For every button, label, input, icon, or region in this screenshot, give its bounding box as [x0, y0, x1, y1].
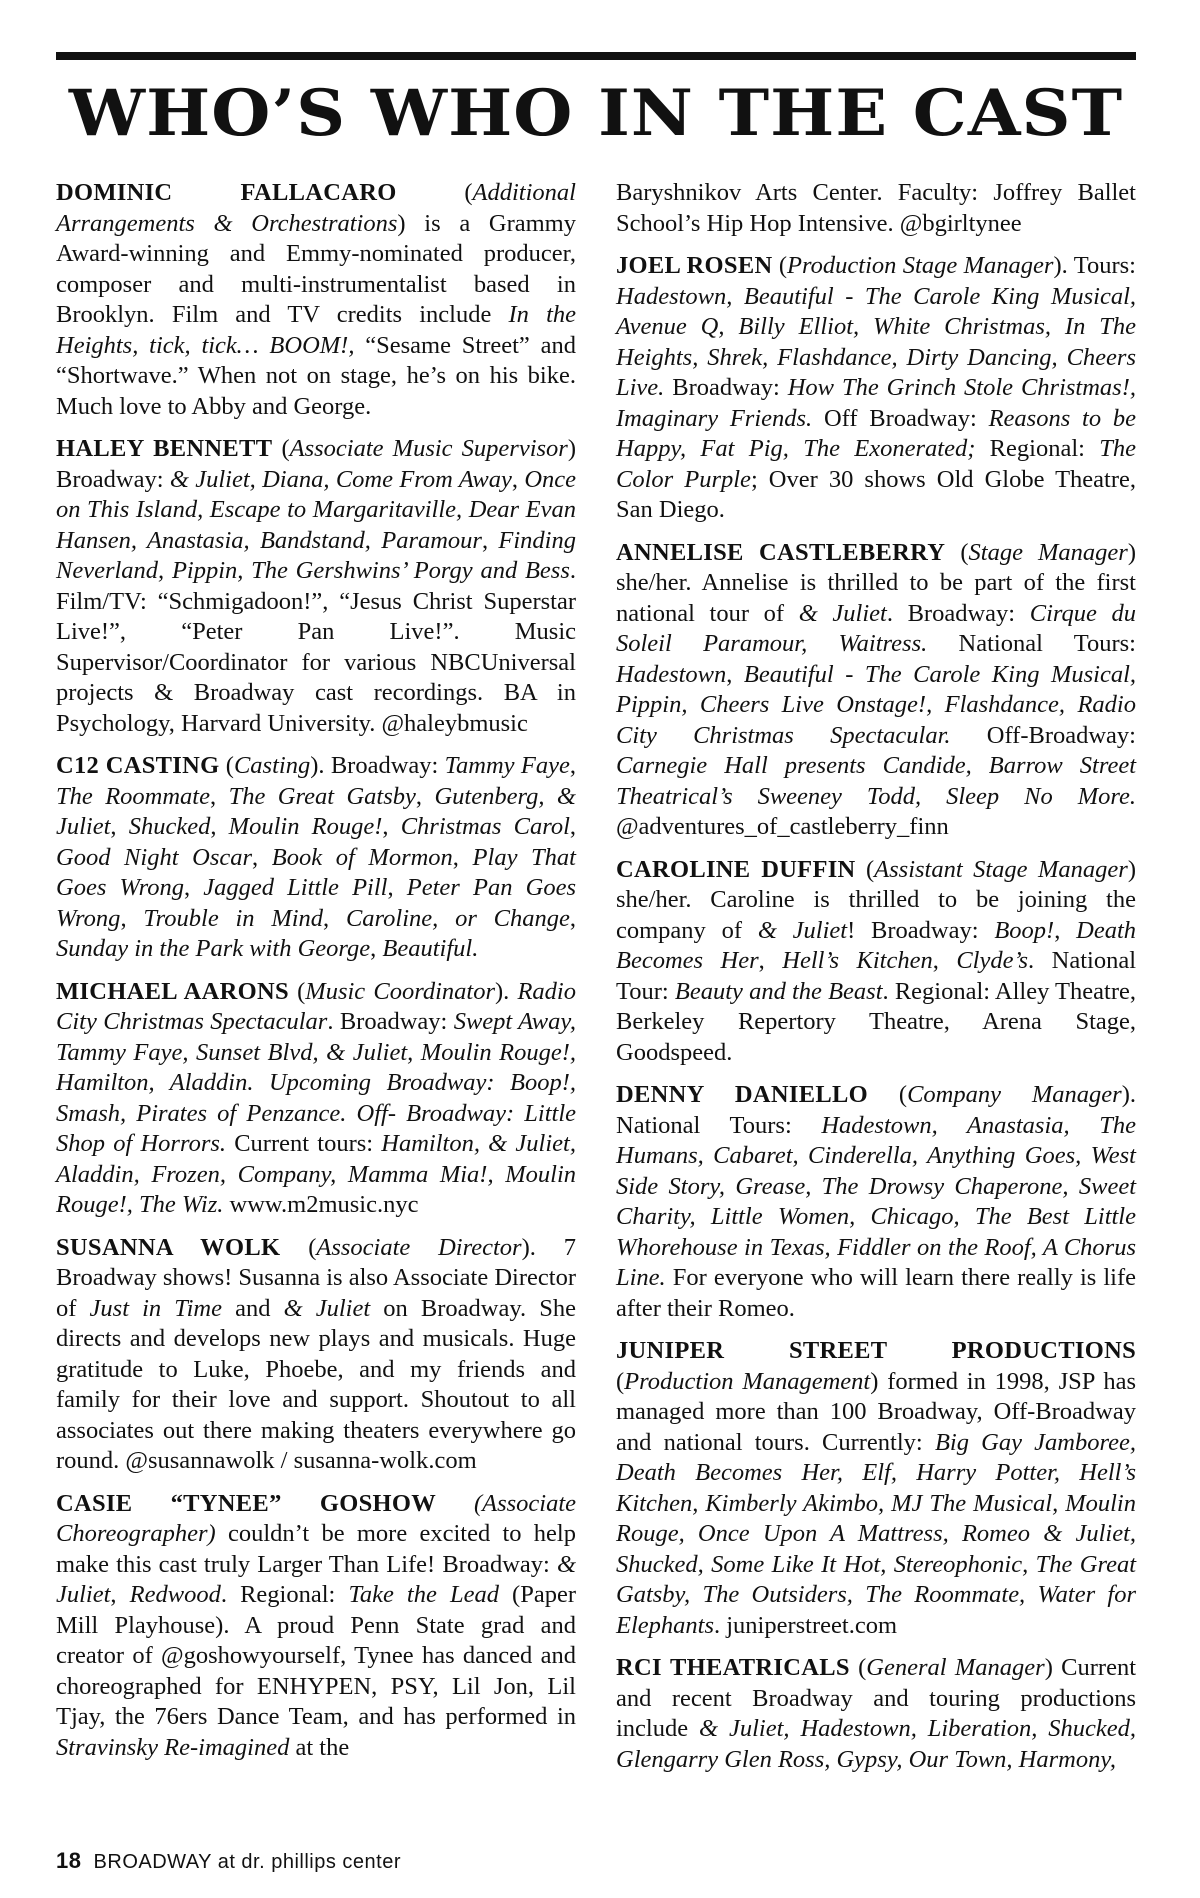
bio-text-run: ! Broadway: [847, 916, 995, 944]
bio-text-run: , [387, 874, 407, 901]
bio-text-run: ). National Tours: [616, 1081, 1136, 1139]
bio-text-run: . Film/TV: “Schmigadoon!”, “Jesus Christ Superstar Live!”, “Peter Pan Live!”. Music Supervisor/Coordinator for various NBCUniversal projects & Broadway cast recordings. BA in Psychology, Harvard University. @haleybmusic [56, 557, 576, 737]
bio-text-run: Production Management [624, 1367, 871, 1395]
bio-name: CASIE “TYNEE” GOSHOW [56, 1489, 437, 1517]
bio-name: DENNY DANIELLO [616, 1081, 868, 1108]
bio-name: MICHAEL AARONS [56, 977, 289, 1005]
bio-text-run: Christmas Carol [400, 813, 570, 840]
bio-text-run: Redwood [129, 1581, 221, 1608]
bio-text-run: Reasons to be Happy, Fat Pig, The Exonerated; [616, 404, 1136, 462]
bio-text-run: Production Stage Manager [787, 252, 1054, 279]
bio-text-run: ) Broadway: [56, 435, 576, 493]
bio-text-run: Swept Away, Tammy Faye, Sunset Blvd, & Juliet, Moulin Rouge!, Hamilton, Aladdin. Upcoming Broadway: Boop!, Smash, Pirates of Penzance. Off- Broadway: Little Shop of Horrors. [56, 1008, 577, 1157]
bio-text-run: Tammy Faye [444, 752, 570, 779]
bio-entry [56, 751, 576, 965]
bio-text-run: Good Night Oscar [56, 843, 253, 871]
bio-text-run: Off Broadway: [812, 404, 989, 432]
bio-text-run: Assistant Stage Manager [874, 855, 1128, 883]
bio-text-run: ). Broadway: [310, 752, 445, 779]
bio-text-run: ( [219, 752, 234, 779]
bio-text-run: & Juliet [757, 916, 848, 944]
bio-text-run: Baryshnikov Arts Center. Faculty: Joffrey Ballet School’s Hip Hop Intensive. @bgirltynee [616, 179, 1136, 237]
bio-text-run: Music Coordinator [305, 977, 495, 1005]
bio-text-run: Just in Time [89, 1294, 222, 1322]
bio-entry [616, 855, 1136, 1069]
bio-text-run: ( [616, 1367, 625, 1395]
bio-text-run: (Associate Choreographer) [56, 1489, 576, 1547]
bio-entry [56, 1489, 576, 1764]
bio-text-run: The Color Purple [616, 435, 1136, 493]
bio-entry [56, 178, 576, 422]
bio-text-run: ). Tours: [1053, 252, 1136, 279]
bio-text-run: Company Manager [907, 1081, 1122, 1108]
bio-text-run: The Roommate [56, 782, 210, 810]
bio-entry [56, 1233, 576, 1477]
bio-text-run: Book of Mormon [271, 843, 453, 871]
bio-text-run: Carnegie Hall presents Candide, Barrow Street Theatrical’s Sweeney Todd, Sleep No More. [616, 752, 1136, 810]
bio-text-run: Cirque du Soleil Paramour, Waitress. [616, 599, 1137, 657]
bio-text-run: ( [272, 435, 290, 462]
bio-text-run: Clyde’s [956, 947, 1029, 974]
bio-text-run: , [481, 526, 499, 554]
bio-text-run: @adventures_of_castleberry_finn [616, 813, 949, 840]
bio-text-run: Caroline, or Change [345, 904, 570, 932]
bio-text-run: , [210, 782, 229, 810]
bio-text-run: ) Current and recent Broadway and touring productions include [616, 1654, 1137, 1742]
bio-text-run: ( [288, 977, 306, 1005]
bio-text-run: , [382, 813, 401, 840]
bio-text-run: ) is a Grammy Award-winning and Emmy-nominated producer, composer and multi-instrumentalist based in Brooklyn. Film and TV credits include [56, 209, 576, 328]
bio-text-run: ) she/her. Annelise is thrilled to be part of the first national tour of [616, 538, 1137, 627]
bio-name: CAROLINE DUFFIN [616, 855, 856, 883]
bio-entry [616, 1080, 1136, 1324]
bio-text-run: Off-Broadway: [950, 721, 1136, 749]
bio-text-run: & Juliet [798, 599, 887, 627]
bio-text-run: Moulin Rouge! [228, 813, 383, 840]
bio-text-run: , [120, 904, 144, 932]
page-title: WHO’S WHO IN THE CAST [68, 76, 1124, 151]
bio-text-run: Beauty and the Beast [674, 977, 883, 1005]
bio-text-run: Additional Arrangements & Orchestrations [56, 179, 576, 237]
publication-name: BROADWAY at dr. phillips center [93, 1851, 402, 1873]
bio-text-run: Finding Neverland, Pippin, The Gershwins’ Porgy and Bess [56, 526, 576, 584]
bio-name: ANNELISE CASTLEBERRY [616, 538, 946, 566]
bio-name: JUNIPER STREET PRODUCTIONS [616, 1337, 1136, 1364]
bio-text-run: & Juliet [283, 1294, 371, 1322]
bio-text-run: , [932, 947, 957, 974]
page-number: 18 [56, 1848, 82, 1873]
bio-text-run: In the Heights, tick, tick… BOOM!, [56, 301, 576, 359]
bio-entry [616, 538, 1136, 843]
left-column [56, 178, 576, 1775]
bio-text-run: & Juliet, Diana, Come From Away [169, 465, 512, 493]
top-rule [56, 52, 1136, 60]
bio-text-run: , [183, 874, 204, 901]
bio-text-run: ( [945, 538, 969, 566]
bio-text-run: & Juliet, Hadestown, Liberation, Shucked, Glengarry Glen Ross, Gypsy, Our Town, Harmony, [616, 1715, 1136, 1773]
bio-text-run: , [511, 465, 525, 493]
bio-text-run: Current tours: [226, 1130, 382, 1157]
bio-entry [56, 977, 576, 1221]
bio-text-run: Hadestown, Beautiful - The Carole King Musical, Avenue Q, Billy Elliot, White Christmas, In The Heights, Shrek, Flashdance, Dirty Dancing, Cheers Live. [616, 282, 1136, 401]
bio-text-run: , [452, 843, 473, 871]
bio-text-run: General Manager [866, 1654, 1045, 1681]
bio-text-run: & Juliet [56, 1550, 576, 1608]
bio-entry [56, 434, 576, 739]
bio-name: C12 CASTING [56, 752, 220, 779]
bio-text-run: Gutenberg, & Juliet [56, 782, 576, 840]
bio-text-run: Shucked [128, 813, 211, 840]
bio-text-run: , [370, 935, 383, 962]
bio-name: RCI THEATRICALS [616, 1654, 850, 1681]
bio-text-run: , [415, 782, 435, 810]
bio-text-run: . Broadway: [886, 599, 1030, 627]
bio-text-run: Stravinsky Re-imagined [56, 1733, 290, 1761]
bio-text-run: , [323, 904, 346, 932]
bio-text-run: , [726, 660, 744, 688]
bio-text-run: ). 7 Broadway shows! Susanna is also Associate Director of [56, 1233, 576, 1322]
bio-text-run: . Broadway: [327, 1008, 454, 1035]
bio-text-run: www.m2music.nyc [223, 1191, 419, 1218]
bio-text-run: ) formed in 1998, JSP has managed more than 100 Broadway, Off-Broadway and national tours. Currently: [616, 1367, 1136, 1456]
bio-text-run: Regional: [975, 435, 1100, 462]
bio-text-run: , [569, 904, 577, 932]
bio-text-run: Broadway: [664, 374, 788, 401]
bio-text-run: Stage Manager [968, 538, 1128, 566]
bio-entry [616, 1653, 1136, 1775]
bio-entry [616, 251, 1136, 526]
bio-text-run: Big Gay Jamboree, Death Becomes Her, Elf, Harry Potter, Hell’s Kitchen, Kimberly Akimbo, MJ The Musical, Moulin Rouge, Once Upon A Mattress, Romeo & Juliet, Shucked, Some Like It Hot, Stereophonic, The Great Gatsby, The Outsiders, The Roommate, Water for Elephants [616, 1428, 1136, 1639]
bio-text-run: Take the Lead [348, 1581, 499, 1608]
bio-text-run: , [110, 813, 129, 840]
bio-text-run: Casting [233, 752, 311, 779]
bio-text-run: ; Over 30 shows Old Globe Theatre, San Diego. [616, 465, 1136, 523]
bio-name: DOMINIC FALLACARO [56, 179, 397, 206]
bio-text-run: The Great Gatsby [228, 782, 416, 810]
right-column [616, 178, 1136, 1787]
bio-text-run: , [1054, 916, 1077, 944]
bio-text-run: , [210, 813, 229, 840]
bio-entry [616, 1336, 1136, 1641]
bio-text-run: . juniperstreet.com [714, 1611, 898, 1639]
bio-text-run: For everyone who will learn there really is life after their Romeo. [616, 1264, 1136, 1322]
bio-text-run: Hadestown, Anastasia, The Humans, Cabaret, Cinderella, Anything Goes, West Side Story, Grease, The Drowsy Chaperone, Sweet Charity, Little Women, Chicago, The Best Little Whorehouse in Texas, Fiddler on the Roof, A Chorus Line. [616, 1111, 1136, 1291]
bio-text-run: ( [855, 855, 875, 883]
bio-name: SUSANNA WOLK [56, 1233, 281, 1261]
bio-text-run: Sunday in the Park with George [56, 935, 371, 962]
bio-text-run: . Regional: [220, 1581, 349, 1608]
bio-text-run: ( [396, 179, 473, 206]
bio-text-run: ) she/her. Caroline is thrilled to be joining the company of [616, 855, 1136, 944]
bio-text-run: Once on This Island, Escape to Margaritaville, Dear Evan Hansen, Anastasia, Bandstand, Paramour [56, 465, 577, 554]
bio-text-run: and [221, 1294, 284, 1322]
bio-text-run: Boop! [994, 916, 1055, 944]
bio-text-run: Hamilton, & Juliet, Aladdin, Frozen, Company, Mamma Mia!, Moulin Rouge!, The Wiz. [56, 1130, 576, 1218]
bio-continuation [616, 178, 1136, 239]
bio-text-run: Associate Director [316, 1233, 522, 1261]
bio-name: HALEY BENNETT [56, 435, 273, 462]
bio-text-run: Hell’s Kitchen [782, 947, 933, 974]
bio-text-run: . National Tour: [616, 947, 1137, 1005]
bio-text-run: ). [494, 977, 518, 1005]
bio-text-run: (Paper Mill Playhouse). A proud Penn State grad and creator of @goshowyourself, Tynee has danced and choreographed for ENHYPEN, PSY, Lil Jon, Lil Tjay, the 76ers Dance Team, and has performed in [56, 1581, 576, 1730]
bio-text-run: , [569, 752, 576, 779]
bio-name: JOEL ROSEN [616, 252, 773, 279]
bio-text-run: How The Grinch Stole Christmas!, Imaginary Friends. [616, 374, 1136, 432]
bio-text-run: , [252, 843, 272, 871]
bio-text-run: Beautiful. [382, 935, 479, 962]
bio-text-run: Trouble in Mind [143, 904, 324, 932]
bio-text-run: Associate Music Supervisor [289, 435, 568, 462]
bio-text-run: , [758, 947, 783, 974]
bio-text-run: Jagged Little Pill [203, 874, 388, 901]
bio-text-run: ( [280, 1233, 317, 1261]
bio-text-run: “Sesame Street” and “Shortwave.” When not on stage, he’s on his bike. Much love to Abby and George. [56, 331, 576, 420]
bio-text-run: Radio City Christmas Spectacular [56, 977, 576, 1035]
bio-text-run: couldn’t be more excited to help make this cast truly Larger Than Life! Broadway: [56, 1520, 576, 1578]
bio-text-run: ( [772, 252, 788, 279]
bio-text-run: Peter Pan Goes Wrong [56, 874, 576, 932]
bio-text-run: , [110, 1581, 130, 1608]
bio-text-run: at the [289, 1733, 350, 1761]
bio-text-run: National Tours: [927, 630, 1136, 657]
page-footer [56, 1848, 401, 1874]
bio-text-run: Play That Goes Wrong [56, 843, 576, 901]
bio-text-run: . Regional: Alley Theatre, Berkeley Repertory Theatre, Arena Stage, Goodspeed. [616, 977, 1136, 1066]
bio-text-run: on Broadway. She directs and develops new plays and musicals. Huge gratitude to Luke, Phoebe, and my friends and family for their love and support. Shoutout to all associates out there making theaters everywhere go round. @susannawolk / susanna-wolk.com [56, 1294, 577, 1474]
bio-text-run: , [569, 813, 577, 840]
bio-text-run: ( [849, 1654, 867, 1681]
bio-text-run: Death Becomes Her [616, 916, 1137, 974]
bio-text-run: Hadestown [616, 660, 727, 688]
bio-text-run: ( [868, 1081, 908, 1108]
bio-text-run: Beautiful - The Carole King Musical, Pippin, Cheers Live Onstage!, Flashdance, Radio City Christmas Spectacular. [616, 660, 1137, 749]
